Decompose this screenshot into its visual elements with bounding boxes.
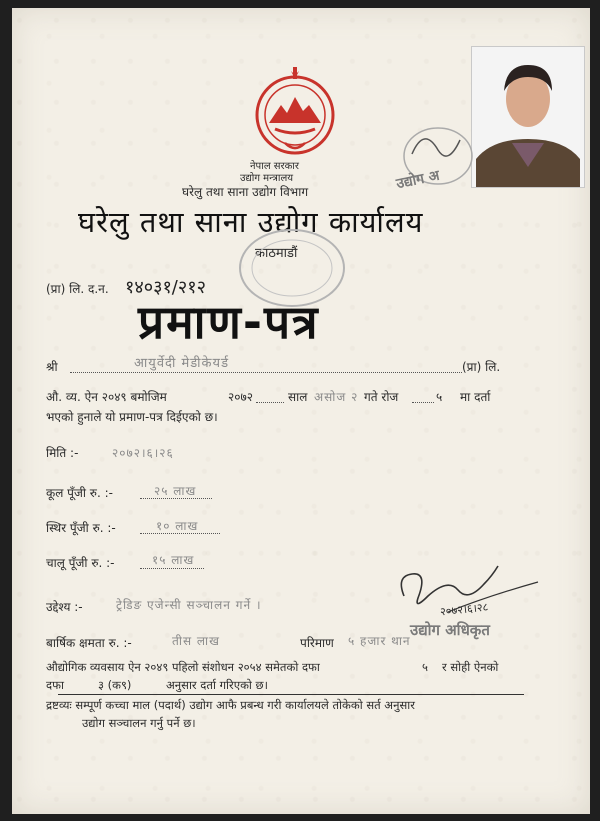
date-label: मिति :- (46, 446, 79, 460)
clause-subsection: ३ (क९) (98, 678, 132, 692)
objective-value: ट्रेडिङ एजेन्सी सञ्चालन गर्ने । (116, 598, 262, 612)
sal-label: साल (288, 390, 308, 404)
month-day: असोज २ (314, 390, 359, 404)
body-line2: भएको हुनाले यो प्रमाण-पत्र दिईएको छ। (46, 410, 218, 424)
certificate-paper (12, 8, 590, 814)
header-line1: नेपाल सरकार (250, 161, 299, 172)
note-line1: द्रष्टव्यः सम्पूर्ण कच्चा माल (पदार्थ) उद्योग आफै प्रबन्ध गरी कार्यालयले तोकेको सर्त अनुसार (46, 698, 415, 712)
signature-date: २०७२।६।२८ (439, 600, 489, 619)
shree-label: श्री (46, 360, 58, 374)
objective-label: उद्देश्य :- (46, 600, 83, 614)
clause-line1-suffix: र सोही ऐनको (442, 660, 499, 674)
total-capital-label: कूल पूँजी रु. :- (46, 486, 113, 500)
nepal-government-emblem-icon (249, 65, 341, 157)
applicant-photo (471, 46, 585, 188)
quantity-value: ५ हजार थान (348, 634, 411, 648)
header-department: घरेलु तथा साना उद्योग विभाग (182, 185, 309, 199)
working-capital-label: चालू पूँजी रु. :- (46, 556, 115, 570)
registration-year: २०७२ (228, 390, 253, 404)
clause-line1-prefix: औद्योगिक व्यवसाय ऐन २०४९ पहिलो संशोधन २०५४ समेतको दफा (46, 660, 320, 674)
date-value: २०७२।६।२६ (112, 446, 174, 460)
designation-stamp: उद्योग अधिकृत (410, 621, 490, 639)
working-capital-value: १५ लाख (152, 553, 195, 567)
registration-number: १४०३१/२१२ (125, 277, 206, 298)
person-photo-icon (472, 47, 584, 187)
registered-suffix: मा दर्ता (460, 390, 491, 404)
gate-roj-label: गते रोज (364, 390, 399, 404)
pvt-ltd-label: (प्रा) लि. (462, 360, 501, 374)
act-prefix: औ. व्य. ऐन २०४९ बमोजिम (46, 390, 167, 404)
clause-section: ५ (422, 660, 428, 674)
company-name: आयुर्वेदी मेडीकेयर्ड (134, 356, 230, 371)
note-line2: उद्योग सञ्चालन गर्नु पर्ने छ। (82, 716, 196, 730)
capacity-value: तीस लाख (172, 634, 220, 648)
office-title: घरेलु तथा साना उद्योग कार्यालय (78, 205, 424, 239)
certificate-title: प्रमाण-पत्र (138, 295, 320, 349)
clause-line2-prefix: दफा (46, 678, 64, 692)
fixed-capital-label: स्थिर पूँजी रु. :- (46, 521, 116, 535)
photo-stamp-text: उद्योग अ (394, 167, 441, 193)
capacity-label: बार्षिक क्षमता रु. :- (46, 636, 132, 650)
header-line2: उद्योग मन्त्रालय (240, 173, 294, 184)
total-capital-value: २५ लाख (154, 484, 197, 498)
fixed-capital-value: १० लाख (156, 519, 199, 533)
registration-label: (प्रा) लि. द.न. (46, 282, 109, 296)
day-num: ५ (436, 390, 443, 404)
quantity-label: परिमाण (300, 636, 334, 650)
clause-line2-suffix: अनुसार दर्ता गरिएको छ। (166, 678, 268, 692)
note-divider (58, 694, 524, 695)
office-location: काठमाडौं (255, 246, 298, 261)
